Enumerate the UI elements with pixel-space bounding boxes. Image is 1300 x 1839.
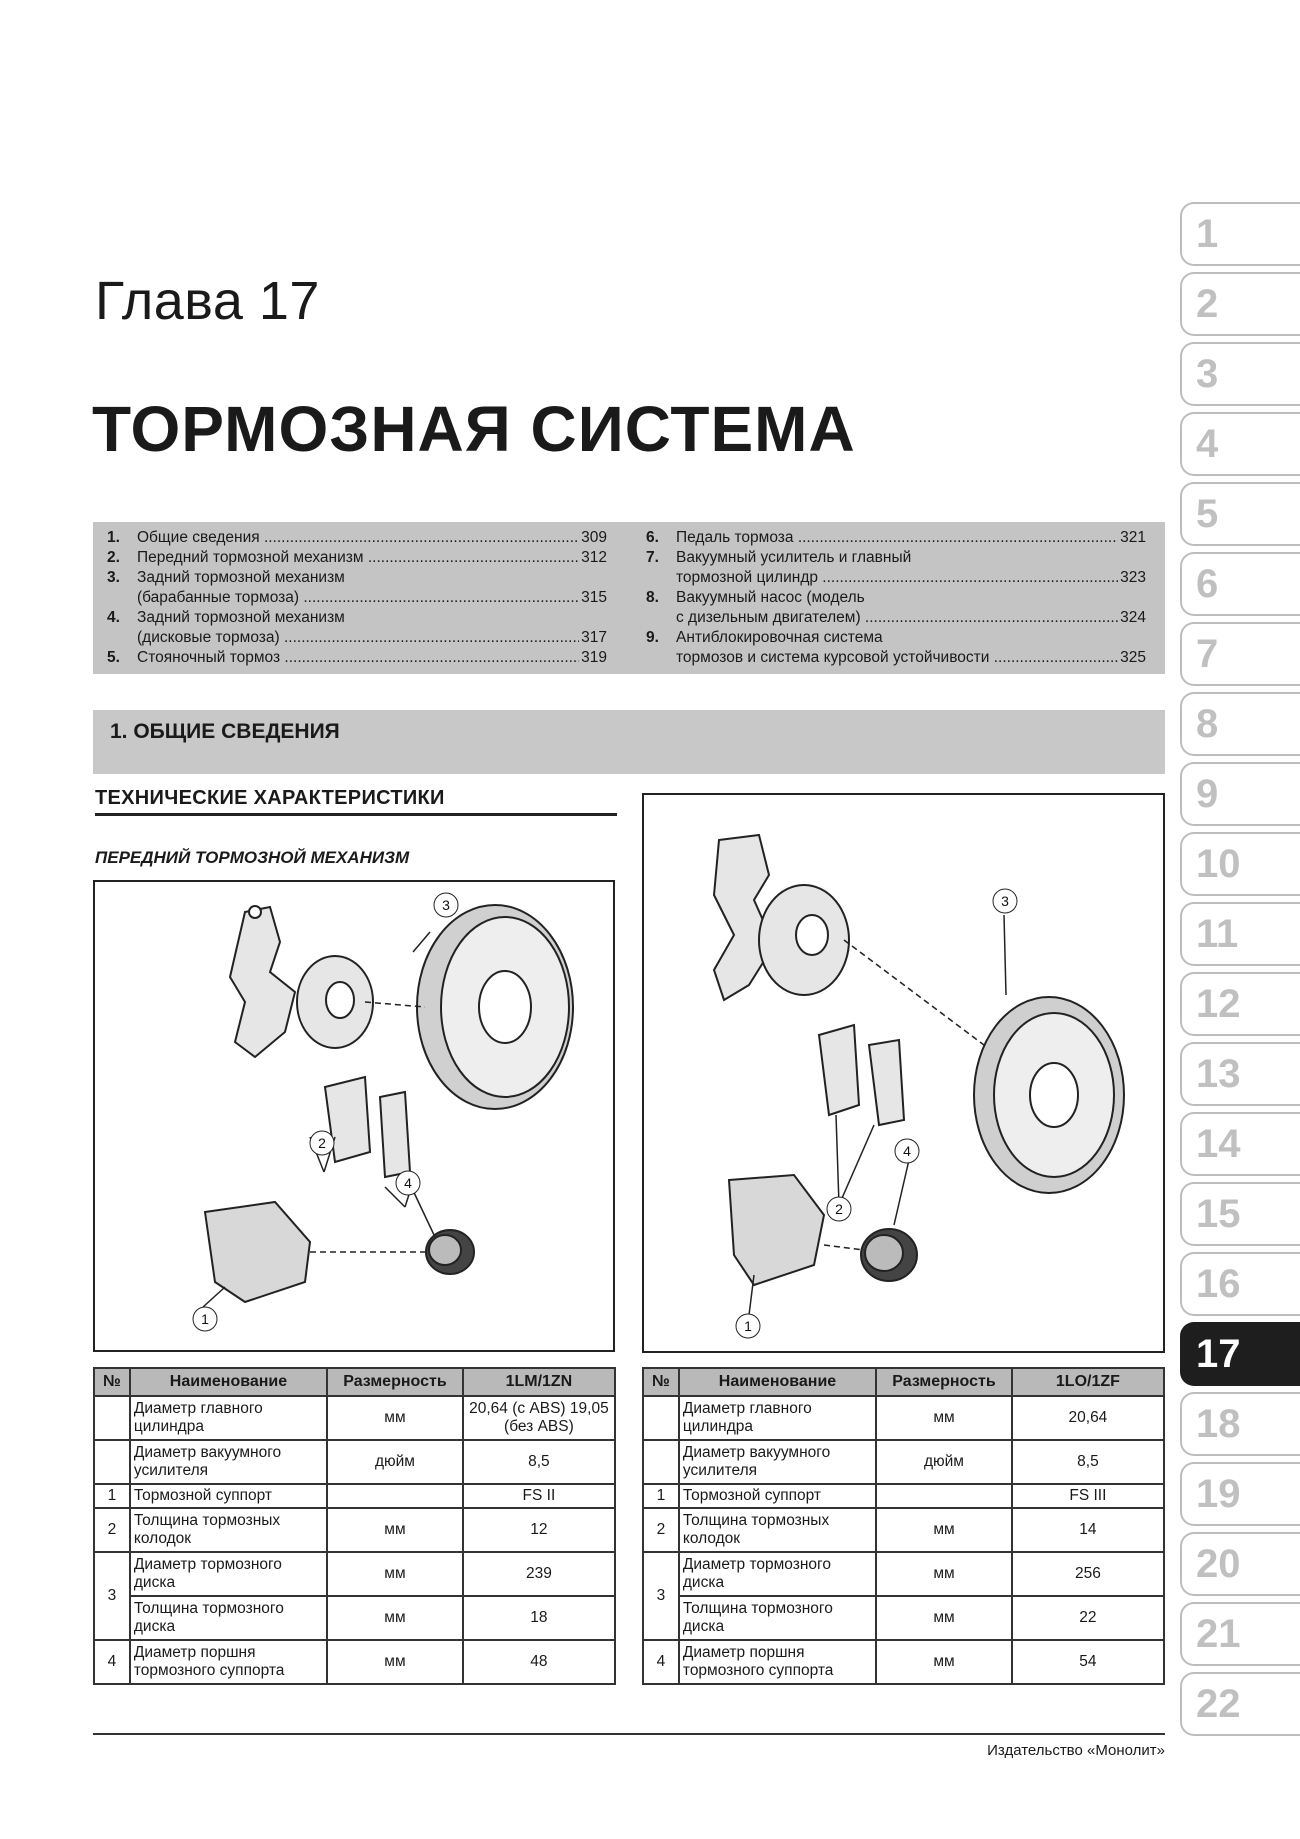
col-number: № bbox=[643, 1368, 679, 1396]
cell-unit: мм bbox=[327, 1508, 463, 1552]
cell-value: 12 bbox=[463, 1508, 615, 1552]
cell-value: 8,5 bbox=[463, 1440, 615, 1484]
table-row bbox=[643, 1440, 1164, 1484]
toc-number: 5. bbox=[107, 649, 120, 666]
table-row bbox=[94, 1440, 615, 1484]
steering-knuckle bbox=[230, 907, 295, 1057]
cell-number bbox=[643, 1396, 679, 1440]
cell-value: 8,5 bbox=[1012, 1440, 1164, 1484]
toc-column-right bbox=[646, 528, 1146, 668]
cell-name: Толщина тормозного диска bbox=[679, 1596, 876, 1640]
heading-underline bbox=[95, 813, 617, 816]
cell-name: Диаметр тормозного диска bbox=[130, 1552, 327, 1596]
cell-name: Тормозной суппорт bbox=[679, 1484, 876, 1508]
chapter-tab-22[interactable]: 22 bbox=[1180, 1672, 1300, 1736]
front-brake-figure-right bbox=[642, 793, 1165, 1353]
chapter-tab-16[interactable]: 16 bbox=[1180, 1252, 1300, 1316]
col-number: № bbox=[94, 1368, 130, 1396]
chapter-tab-20[interactable]: 20 bbox=[1180, 1532, 1300, 1596]
cell-name: Толщина тормозных колодок bbox=[679, 1508, 876, 1552]
chapter-label: Глава 17 bbox=[95, 271, 320, 331]
toc-number: 8. bbox=[646, 589, 659, 606]
col-unit: Размерность bbox=[876, 1368, 1012, 1396]
svg-text:2: 2 bbox=[835, 1201, 843, 1217]
svg-text:4: 4 bbox=[903, 1143, 911, 1159]
cell-number: 1 bbox=[94, 1484, 130, 1508]
chapter-tab-4[interactable]: 4 bbox=[1180, 412, 1300, 476]
chapter-tab-21[interactable]: 21 bbox=[1180, 1602, 1300, 1666]
table-row bbox=[94, 1596, 615, 1640]
chapter-tab-8[interactable]: 8 bbox=[1180, 692, 1300, 756]
toc-text: Вакуумный насос (модель bbox=[676, 589, 865, 606]
spec-table-1lm-1zn bbox=[93, 1367, 616, 1685]
cell-number: 1 bbox=[643, 1484, 679, 1508]
svg-text:1: 1 bbox=[744, 1318, 752, 1334]
toc-entry bbox=[646, 548, 1146, 568]
toc-text: (барабанные тормоза) ..... bbox=[137, 588, 607, 608]
cell-name: Диаметр поршня тормозного суппорта bbox=[130, 1640, 327, 1684]
cell-value: 54 bbox=[1012, 1640, 1164, 1684]
cell-value: 48 bbox=[463, 1640, 615, 1684]
table-row bbox=[94, 1508, 615, 1552]
toc-number: 4. bbox=[107, 609, 120, 626]
cell-number: 4 bbox=[94, 1640, 130, 1684]
svg-text:3: 3 bbox=[1001, 893, 1009, 909]
chapter-tab-17[interactable]: 17 bbox=[1180, 1322, 1300, 1386]
toc-page: 321 bbox=[1120, 529, 1146, 546]
toc-entry bbox=[646, 648, 1146, 668]
brake-caliper bbox=[205, 1202, 310, 1302]
cell-value: FS II bbox=[463, 1484, 615, 1508]
toc-number: 9. bbox=[646, 629, 659, 646]
cell-number: 4 bbox=[643, 1640, 679, 1684]
cell-name: Толщина тормозного диска bbox=[130, 1596, 327, 1640]
cell-value: 18 bbox=[463, 1596, 615, 1640]
toc-entry bbox=[107, 548, 607, 568]
cell-value: 20,64 bbox=[1012, 1396, 1164, 1440]
cell-unit: мм bbox=[876, 1596, 1012, 1640]
chapter-tab-13[interactable]: 13 bbox=[1180, 1042, 1300, 1106]
cell-unit bbox=[327, 1484, 463, 1508]
cell-unit: мм bbox=[327, 1596, 463, 1640]
cell-number bbox=[643, 1440, 679, 1484]
table-row bbox=[94, 1484, 615, 1508]
chapter-tab-2[interactable]: 2 bbox=[1180, 272, 1300, 336]
table-row bbox=[94, 1552, 615, 1596]
brake-assembly-drawing-right bbox=[644, 795, 1163, 1351]
cell-unit: мм bbox=[876, 1640, 1012, 1684]
cell-number bbox=[94, 1396, 130, 1440]
toc-number: 6. bbox=[646, 529, 659, 546]
toc-text: Задний тормозной механизм bbox=[137, 569, 345, 586]
table-header-row bbox=[94, 1368, 615, 1396]
toc-entry bbox=[107, 648, 607, 668]
toc-entry bbox=[646, 588, 1146, 608]
chapter-tab-10[interactable]: 10 bbox=[1180, 832, 1300, 896]
table-row bbox=[643, 1596, 1164, 1640]
cell-name: Диаметр поршня тормозного суппорта bbox=[679, 1640, 876, 1684]
brake-pad-outer bbox=[380, 1092, 410, 1177]
table-row bbox=[643, 1640, 1164, 1684]
footer-rule bbox=[93, 1733, 1165, 1735]
cell-value: 22 bbox=[1012, 1596, 1164, 1640]
toc-page: 317 bbox=[581, 629, 607, 646]
cell-number bbox=[94, 1440, 130, 1484]
chapter-tab-15[interactable]: 15 bbox=[1180, 1182, 1300, 1246]
cell-unit: дюйм bbox=[327, 1440, 463, 1484]
toc-text: тормозной цилиндр ..... bbox=[676, 568, 1146, 588]
cell-name: Диаметр главного цилиндра bbox=[679, 1396, 876, 1440]
cell-unit: мм bbox=[327, 1640, 463, 1684]
table-row bbox=[94, 1396, 615, 1440]
toc-column-left bbox=[107, 528, 607, 668]
publisher-label: Издательство «Монолит» bbox=[987, 1742, 1165, 1759]
cell-value: FS III bbox=[1012, 1484, 1164, 1508]
toc-entry bbox=[646, 568, 1146, 588]
toc-page: 324 bbox=[1120, 609, 1146, 626]
cell-unit: мм bbox=[876, 1508, 1012, 1552]
chapter-tab-9[interactable]: 9 bbox=[1180, 762, 1300, 826]
toc-text: Педаль тормоза ..... bbox=[676, 528, 1146, 548]
cell-unit: мм bbox=[327, 1396, 463, 1440]
toc-text: тормозов и система курсовой устойчивости ..... bbox=[676, 648, 1146, 668]
toc-number: 2. bbox=[107, 549, 120, 566]
toc-number: 3. bbox=[107, 569, 120, 586]
cell-number: 3 bbox=[643, 1552, 679, 1640]
table-header-row bbox=[643, 1368, 1164, 1396]
col-value: 1LM/1ZN bbox=[463, 1368, 615, 1396]
front-brake-figure-left bbox=[93, 880, 615, 1352]
col-unit: Размерность bbox=[327, 1368, 463, 1396]
toc-page: 309 bbox=[581, 529, 607, 546]
cell-name: Диаметр тормозного диска bbox=[679, 1552, 876, 1596]
toc-entry bbox=[107, 608, 607, 628]
toc-page: 325 bbox=[1120, 649, 1146, 666]
toc-entry bbox=[107, 588, 607, 608]
cell-value: 256 bbox=[1012, 1552, 1164, 1596]
toc-text: Общие сведения ..... bbox=[137, 528, 607, 548]
toc-entry bbox=[107, 568, 607, 588]
cell-unit: мм bbox=[876, 1396, 1012, 1440]
toc-entry bbox=[646, 608, 1146, 628]
cell-name: Диаметр главного цилиндра bbox=[130, 1396, 327, 1440]
svg-text:4: 4 bbox=[404, 1175, 412, 1191]
table-row bbox=[643, 1484, 1164, 1508]
chapter-tab-19[interactable]: 19 bbox=[1180, 1462, 1300, 1526]
col-name: Наименование bbox=[130, 1368, 327, 1396]
cell-name: Диаметр вакуумного усилителя bbox=[679, 1440, 876, 1484]
table-row bbox=[643, 1396, 1164, 1440]
chapter-tab-12[interactable]: 12 bbox=[1180, 972, 1300, 1036]
cell-unit bbox=[876, 1484, 1012, 1508]
cell-value: 239 bbox=[463, 1552, 615, 1596]
toc-page: 319 bbox=[581, 649, 607, 666]
toc-number: 1. bbox=[107, 529, 120, 546]
chapter-tab-14[interactable]: 14 bbox=[1180, 1112, 1300, 1176]
chapter-tab-6[interactable]: 6 bbox=[1180, 552, 1300, 616]
toc-page: 323 bbox=[1120, 569, 1146, 586]
svg-text:3: 3 bbox=[442, 897, 450, 913]
toc-page: 312 bbox=[581, 549, 607, 566]
chapter-tab-5[interactable]: 5 bbox=[1180, 482, 1300, 546]
toc-entry bbox=[107, 628, 607, 648]
chapter-tab-11[interactable]: 11 bbox=[1180, 902, 1300, 966]
chapter-tab-7[interactable]: 7 bbox=[1180, 622, 1300, 686]
brake-pad-inner bbox=[819, 1025, 859, 1115]
chapter-tab-1[interactable]: 1 bbox=[1180, 202, 1300, 266]
col-value: 1LO/1ZF bbox=[1012, 1368, 1164, 1396]
brake-assembly-drawing-left bbox=[95, 882, 613, 1350]
table-row bbox=[643, 1508, 1164, 1552]
toc-text: (дисковые тормоза) ..... bbox=[137, 628, 607, 648]
toc-text: с дизельным двигателем) ..... bbox=[676, 608, 1146, 628]
table-row bbox=[94, 1640, 615, 1684]
cell-number: 2 bbox=[94, 1508, 130, 1552]
table-of-contents bbox=[93, 522, 1165, 674]
toc-text: Передний тормозной механизм ..... bbox=[137, 548, 607, 568]
toc-text: Задний тормозной механизм bbox=[137, 609, 345, 626]
cell-unit: мм bbox=[327, 1552, 463, 1596]
brake-pad-outer bbox=[869, 1040, 904, 1125]
svg-text:1: 1 bbox=[201, 1311, 209, 1327]
toc-number: 7. bbox=[646, 549, 659, 566]
table-row bbox=[643, 1552, 1164, 1596]
cell-value: 20,64 (с ABS) 19,05 (без ABS) bbox=[463, 1396, 615, 1440]
col-name: Наименование bbox=[679, 1368, 876, 1396]
cell-name: Тормозной суппорт bbox=[130, 1484, 327, 1508]
section-title: 1. ОБЩИЕ СВЕДЕНИЯ bbox=[110, 720, 340, 743]
brake-caliper bbox=[729, 1175, 824, 1285]
toc-entry bbox=[107, 528, 607, 548]
toc-entry bbox=[646, 628, 1146, 648]
chapter-title: ТОРМОЗНАЯ СИСТЕМА bbox=[92, 393, 856, 465]
toc-text: Антиблокировочная система bbox=[676, 629, 883, 646]
toc-entry bbox=[646, 528, 1146, 548]
front-brake-heading: ПЕРЕДНИЙ ТОРМОЗНОЙ МЕХАНИЗМ bbox=[95, 848, 410, 867]
tech-specs-heading: ТЕХНИЧЕСКИЕ ХАРАКТЕРИСТИКИ bbox=[95, 787, 445, 809]
cell-number: 2 bbox=[643, 1508, 679, 1552]
chapter-tab-18[interactable]: 18 bbox=[1180, 1392, 1300, 1456]
cell-value: 14 bbox=[1012, 1508, 1164, 1552]
cell-name: Диаметр вакуумного усилителя bbox=[130, 1440, 327, 1484]
chapter-tab-3[interactable]: 3 bbox=[1180, 342, 1300, 406]
toc-text: Стояночный тормоз ..... bbox=[137, 648, 607, 668]
cell-name: Толщина тормозных колодок bbox=[130, 1508, 327, 1552]
toc-text: Вакуумный усилитель и главный bbox=[676, 549, 912, 566]
spec-table-1lo-1zf bbox=[642, 1367, 1165, 1685]
toc-page: 315 bbox=[581, 589, 607, 606]
svg-text:2: 2 bbox=[318, 1135, 326, 1151]
cell-number: 3 bbox=[94, 1552, 130, 1640]
cell-unit: мм bbox=[876, 1552, 1012, 1596]
cell-unit: дюйм bbox=[876, 1440, 1012, 1484]
